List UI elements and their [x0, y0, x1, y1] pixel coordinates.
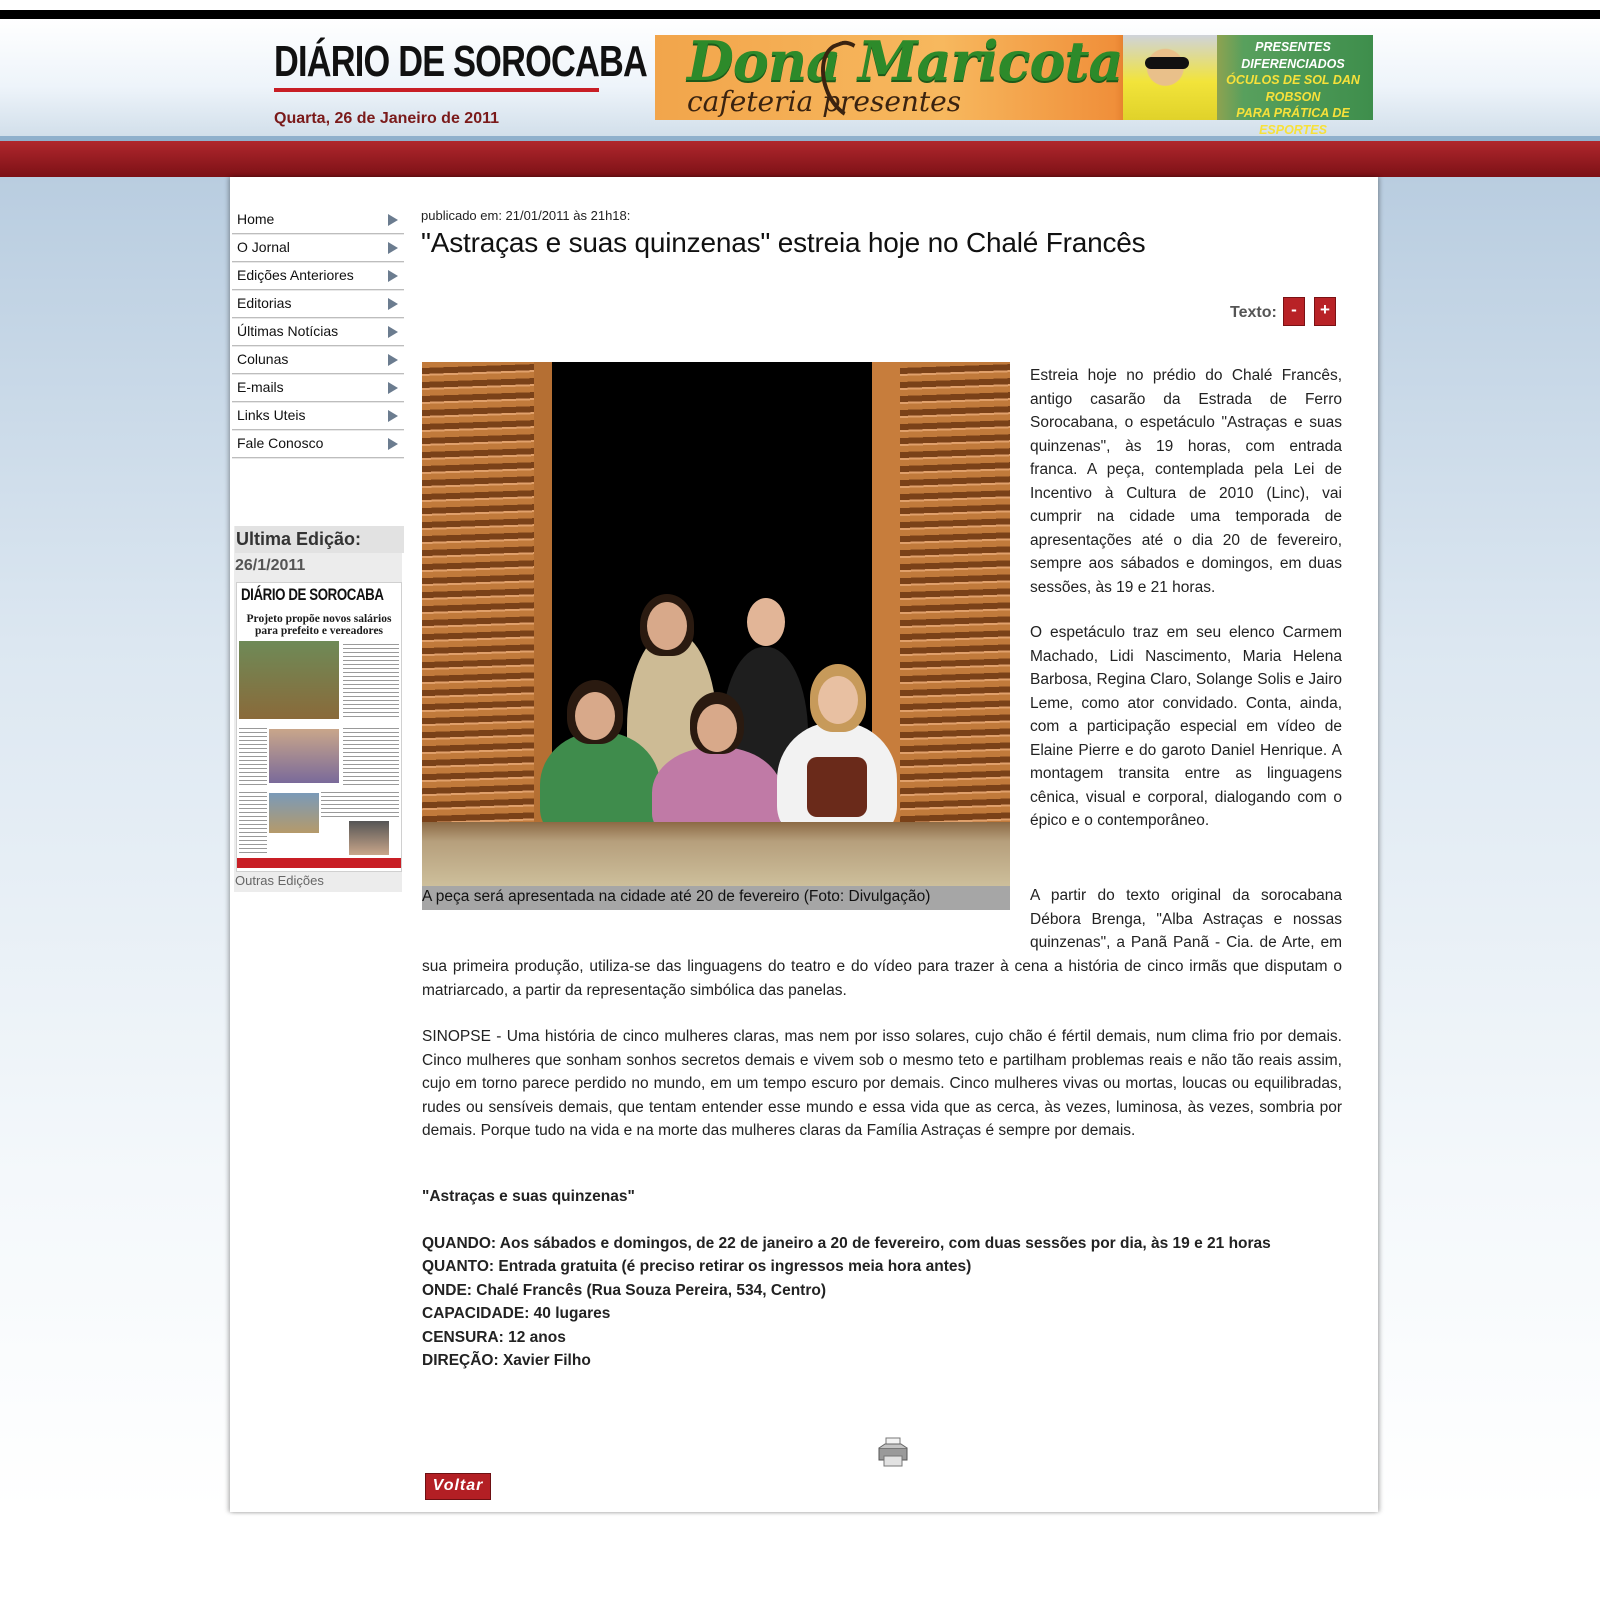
- thumbnail-photo: [269, 729, 339, 783]
- arrow-right-icon: [388, 410, 398, 422]
- nav-item-label: Edições Anteriores: [237, 267, 354, 283]
- nav-item-editorias[interactable]: [232, 290, 404, 318]
- printer-icon-graphic: [876, 1436, 910, 1468]
- nav-item-label: Colunas: [237, 351, 289, 367]
- actress-face: [747, 598, 785, 646]
- thumbnail-column: [239, 789, 267, 855]
- thumbnail-column: [343, 641, 399, 719]
- nav-item-colunas[interactable]: [232, 346, 404, 374]
- decrease-text-button[interactable]: -: [1283, 297, 1305, 326]
- thumbnail-column: [321, 789, 399, 819]
- nav-item-emails[interactable]: [232, 374, 404, 402]
- article-paragraph: A partir do texto original da sorocabana Débora Brenga, "Alba Astraças e nossas quinzenas", a Panã Panã - Cia. de Arte, em: [1030, 887, 1342, 951]
- nav-item-fale-conosco[interactable]: [232, 430, 404, 458]
- ad-subtitle: cafeteria presentes: [687, 85, 962, 118]
- ad-text: [1215, 39, 1371, 138]
- arrow-right-icon: [388, 270, 398, 282]
- other-editions-link[interactable]: Outras Edições: [235, 873, 324, 888]
- arrow-right-icon: [388, 214, 398, 226]
- nav-item-label: E-mails: [237, 379, 284, 395]
- last-edition-date: 26/1/2011: [235, 557, 306, 574]
- nav-item-label: Fale Conosco: [237, 435, 324, 451]
- actress-face: [647, 602, 687, 650]
- thumbnail-photo: [269, 793, 319, 833]
- actress-face: [697, 704, 737, 752]
- nav-item-home[interactable]: [232, 206, 404, 234]
- article-paragraph: O espetáculo traz em seu elenco Carmem Machado, Lidi Nascimento, Maria Helena Barbosa, Regina Claro, Solange Solis e Jairo Leme, como ator convidado. Conta, ainda, com a participação especial em vídeo de Elaine Pierre e do garoto Daniel Henrique. A montagem transita entre as linguagens cênica, visual e corporal, dialogando com o épico e o contemporâneo.: [1030, 624, 1342, 829]
- window-sill: [422, 822, 1010, 886]
- thumbnail-masthead: DIÁRIO DE SOROCABA: [241, 585, 384, 604]
- thumbnail-footer-bar: [237, 858, 401, 868]
- nav-item-label: Editorias: [237, 295, 292, 311]
- window-shutter-left: [422, 362, 534, 886]
- last-edition-title: Ultima Edição:: [235, 526, 404, 553]
- arrow-right-icon: [388, 326, 398, 338]
- red-band: [0, 141, 1600, 177]
- arrow-right-icon: [388, 242, 398, 254]
- article-photo: [422, 362, 1010, 886]
- thumbnail-headline: Projeto propõe novos salários para prefeito e vereadores: [246, 613, 392, 637]
- header-date: Quarta, 26 de Janeiro de 2011: [274, 110, 500, 127]
- nav-item-label: Últimas Notícias: [237, 323, 339, 339]
- site-logo[interactable]: [274, 36, 648, 92]
- window-shutter-right: [900, 362, 1010, 886]
- arrow-right-icon: [388, 298, 398, 310]
- arrow-right-icon: [388, 438, 398, 450]
- top-black-bar: [0, 10, 1600, 19]
- thumbnail-photo: [239, 641, 339, 719]
- thumbnail-column: [343, 725, 399, 785]
- info-censura: CENSURA: 12 anos: [422, 1329, 566, 1346]
- nav-item-ultimas-noticias[interactable]: [232, 318, 404, 346]
- actress-face: [575, 692, 615, 740]
- ad-line: PRESENTES DIFERENCIADOS: [1241, 40, 1345, 71]
- info-title: "Astraças e suas quinzenas": [422, 1188, 635, 1205]
- nav-item-links-uteis[interactable]: [232, 402, 404, 430]
- info-capacidade: CAPACIDADE: 40 lugares: [422, 1305, 611, 1322]
- photo-caption: A peça será apresentada na cidade até 20 de fevereiro (Foto: Divulgação): [422, 886, 1010, 910]
- nav-item-o-jornal[interactable]: [232, 234, 404, 262]
- ad-banner[interactable]: [655, 29, 1373, 137]
- article-title: "Astraças e suas quinzenas" estreia hoje no Chalé Francês: [421, 227, 1146, 258]
- nav-item-label: Home: [237, 211, 275, 227]
- arrow-right-icon: [388, 382, 398, 394]
- article-paragraph: SINOPSE - Uma história de cinco mulheres claras, mas nem por isso solares, cujo chão é fértil demais, num clima frio por demais. Cinco mulheres que sonham sonhos secretos demais e vivem sob o mesmo teto e partilham problemas reais e não tão reais assim, cujo em torno parece perdido no mundo, em um tempo escuro por demais. Cinco mulheres vivas ou mortas, loucas ou equilibradas, rudes ou sensíveis demais, que tentam entender esse mundo e essa vida que as cerca, às vezes, luminosa, às vezes, sombria por demais. Porque tudo na vida e na morte das mulheres claras da Família Astraças é sempre por demais.: [422, 1028, 1342, 1139]
- last-edition-thumbnail[interactable]: [236, 582, 402, 872]
- article-paragraph: Estreia hoje no prédio do Chalé Francês, antigo casarão da Estrada de Ferro Sorocabana, o espetáculo "Astraças e suas quinzenas", às 19 horas, com entrada franca. A peça, contemplada pela Lei de Incentivo à Cultura de 2010 (Linc), vai cumprir na cidade uma temporada de apresentações até o dia 20 de fevereiro, sempre aos sábados e domingos, em duas sessões, às 19 e 21 horas.: [1030, 367, 1342, 596]
- published-date: publicado em: 21/01/2011 às 21h18:: [421, 208, 631, 223]
- ad-brand: Dona Maricota: [687, 29, 1123, 93]
- arrow-right-icon: [388, 354, 398, 366]
- thumbnail-column: [239, 725, 267, 785]
- text-size-label: Texto:: [1230, 304, 1277, 321]
- info-onde: ONDE: Chalé Francês (Rua Souza Pereira, 534, Centro): [422, 1282, 826, 1299]
- actress-face: [818, 676, 858, 724]
- thumbnail-photo: [349, 821, 389, 855]
- ad-line: ÓCULOS DE SOL DAN ROBSON: [1226, 73, 1360, 104]
- ad-photo: [1123, 35, 1217, 120]
- actress-vest: [807, 757, 867, 817]
- side-nav: [232, 206, 404, 458]
- nav-item-label: Links Uteis: [237, 407, 306, 423]
- ad-line: PARA PRÁTICA DE ESPORTES: [1236, 106, 1350, 137]
- nav-item-edicoes-anteriores[interactable]: [232, 262, 404, 290]
- info-quando: QUANDO: Aos sábados e domingos, de 22 de janeiro a 20 de fevereiro, com duas sessões por dia, às 19 e 21 horas: [422, 1235, 1271, 1252]
- nav-item-label: O Jornal: [237, 239, 290, 255]
- site-logo-text: DIÁRIO DE SOROCABA: [274, 37, 648, 86]
- info-quanto: QUANTO: Entrada gratuita (é preciso retirar os ingressos meia hora antes): [422, 1258, 972, 1275]
- back-button[interactable]: Voltar: [425, 1473, 491, 1500]
- printer-icon[interactable]: [876, 1436, 910, 1468]
- logo-underline: [274, 88, 599, 92]
- info-direcao: DIREÇÃO: Xavier Filho: [422, 1352, 591, 1369]
- sunglasses-icon: [1145, 57, 1189, 69]
- article-paragraph: sua primeira produção, utiliza-se das linguagens do teatro e do vídeo para trazer à cena a história de cinco irmãs que disputam o matriarcado, a partir da representação simbólica das panelas.: [422, 958, 1342, 999]
- increase-text-button[interactable]: +: [1314, 297, 1336, 326]
